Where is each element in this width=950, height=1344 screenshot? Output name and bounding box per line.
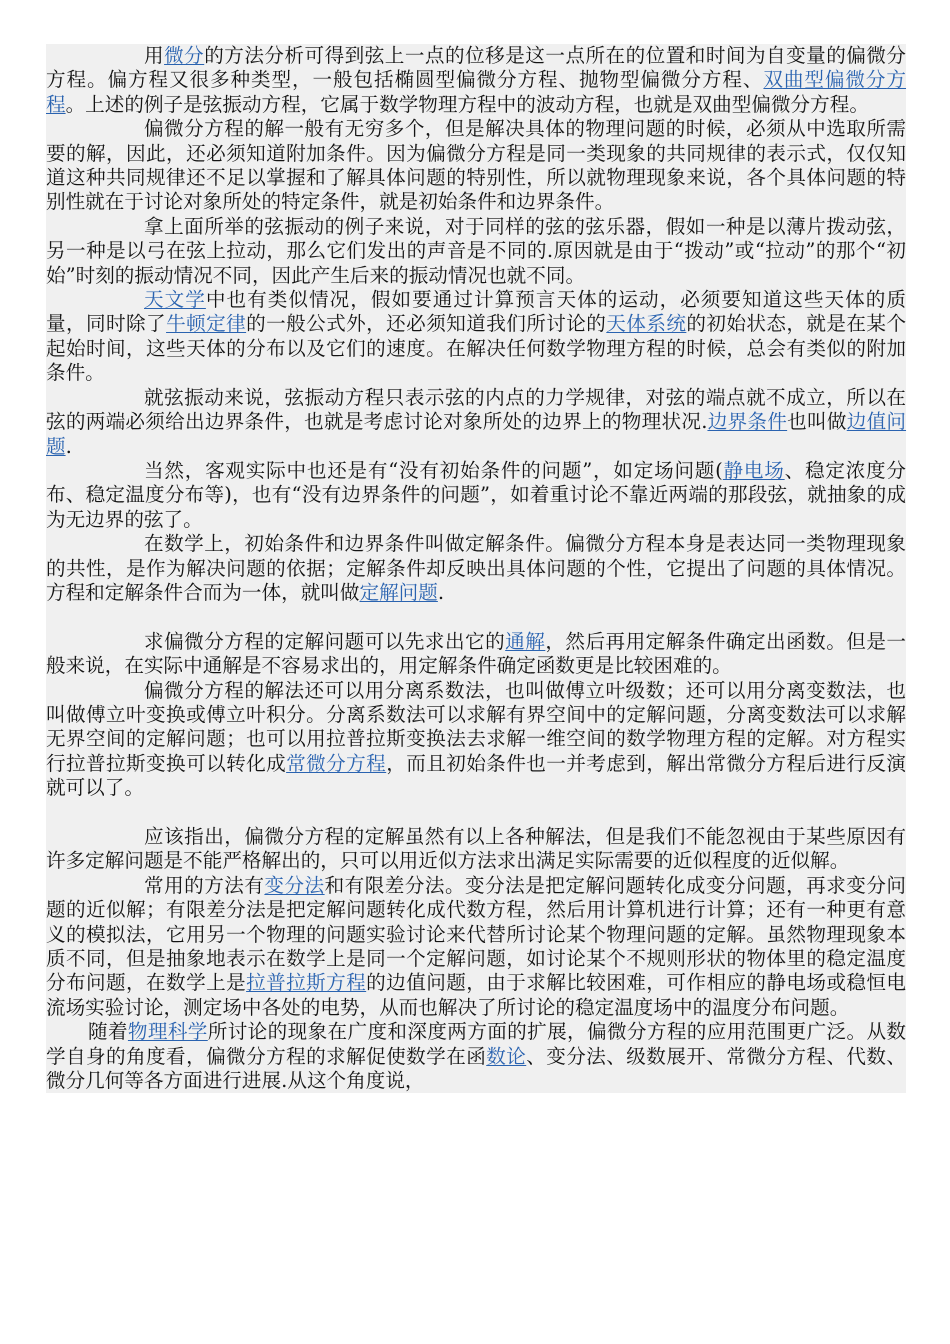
paragraph	[46, 532, 906, 605]
paragraph	[46, 386, 906, 459]
hyperlink[interactable]: 边界条件	[707, 410, 788, 434]
hyperlink[interactable]: 拉普拉斯方程	[246, 971, 367, 995]
text-run: 中也有类似情况，假如要通过计算预言天体的运动，必须要知道这些天体的质量，同时除了	[46, 288, 907, 336]
paragraph	[46, 630, 906, 679]
text-run: 常用的方法有	[144, 873, 265, 897]
text-run: 、变分法、级数展开、常微分方程、代数、微分几何等各方面进行进展.从这个角度说，	[46, 1044, 907, 1093]
hyperlink[interactable]: 数论	[486, 1044, 527, 1068]
text-run: ，而且初始条件也一并考虑到，解出常微分方程后进行反演就可以了。	[46, 751, 907, 800]
paragraph	[46, 288, 906, 386]
hyperlink[interactable]: 双曲型偏微分方程	[46, 68, 907, 116]
paragraph	[46, 679, 906, 801]
text-run: 在数学上，初始条件和边界条件叫做定解条件。偏微分方程本身是表达同一类物理现象的共性，是作为解决问题的依据；定解条件却反映出具体问题的个性，它提出了问题的具体情况。方程和定解条件合而为一体，就叫做	[46, 532, 906, 604]
text-run: 拿上面所举的弦振动的例子来说，对于同样的弦的弦乐器，假如一种是以薄片拨动弦，另一种是以弓在弦上拉动，那么它们发出的声音是不同的.原因就是由于“拨动”或“拉动”的那个“初始”时刻的振动情况不同，因此产生后来的振动情况也就不同。	[46, 214, 906, 287]
hyperlink[interactable]: 微分	[164, 44, 205, 67]
paragraph	[46, 44, 906, 117]
text-run: 的一般公式外，还必须知道我们所讨论的	[246, 312, 607, 336]
text-run: ，然后再用定解条件确定出函数。但是一般来说，在实际中通解是不容易求出的，用定解条件确定函数更是比较困难的。	[46, 629, 907, 678]
text-run: 的边值问题，由于求解比较困难，可作相应的静电场或稳恒电流场实验讨论，测定场中各处的电势，从而也解决了所讨论的稳定温度场中的温度分布问题。	[46, 971, 907, 1019]
hyperlink[interactable]: 定解问题	[359, 580, 438, 604]
hyperlink[interactable]: 常微分方程	[286, 751, 387, 775]
paragraph-spacer	[46, 801, 906, 825]
text-run: 随着	[88, 1020, 128, 1044]
text-run: 的方法分析可得到弦上一点的位移是这一点所在的位置和时间为自变量的偏微分方程。偏方程又很多种类型，一般包括椭圆型偏微分方程、抛物型偏微分方程、	[46, 44, 907, 92]
paragraph	[46, 874, 906, 1020]
paragraph	[46, 1020, 906, 1093]
text-run: 求偏微分方程的定解问题可以先求出它的	[144, 629, 506, 653]
text-run: .	[65, 434, 72, 458]
paragraph-spacer	[46, 605, 906, 629]
text-run: 也叫做	[787, 410, 847, 434]
hyperlink[interactable]: 物理科学	[127, 1020, 208, 1044]
paragraph	[46, 459, 906, 532]
hyperlink[interactable]: 通解	[505, 629, 546, 653]
hyperlink[interactable]: 静电场	[722, 458, 785, 482]
hyperlink[interactable]: 变分法	[264, 873, 325, 897]
hyperlink[interactable]: 天体系统	[606, 312, 687, 336]
text-run: 偏微分方程的解法还可以用分离系数法，也叫做傅立叶级数；还可以用分离变数法，也叫做傅立叶变换或傅立叶积分。分离系数法可以求解有界空间中的定解问题，分离变数法可以求解无界空间的定解问题；也可以用拉普拉斯变换法去求解一维空间的数学物理方程的定解。对方程实行拉普拉斯变换可以转化成	[46, 678, 906, 775]
paragraph	[46, 215, 906, 288]
hyperlink[interactable]: 边值问题	[46, 410, 907, 458]
text-run: 、稳定浓度分布、稳定温度分布等)，也有“没有边界条件的问题”，如着重讨论不靠近两端的那段弦，就抽象的成为无边界的弦了。	[46, 458, 906, 531]
paragraph	[46, 825, 906, 874]
text-run: 应该指出，偏微分方程的定解虽然有以上各种解法，但是我们不能忽视由于某些原因有许多定解问题是不能严格解出的，只可以用近似方法求出满足实际需要的近似程度的近似解。	[46, 824, 906, 873]
text-run: 和有限差分法。变分法是把定解问题转化成变分问题，再求变分问题的近似解；有限差分法是把定解问题转化成代数方程，然后用计算机进行计算；还有一种更有意义的模拟法，它用另一个物理的问题实验讨论来代替所讨论某个物理问题的定解。虽然物理现象本质不同，但是抽象地表示在数学上是同一个定解问题，如讨论某个不规则形状的物体里的稳定温度分布问题，在数学上是	[46, 873, 907, 995]
text-run: .	[437, 580, 445, 604]
text-run: 当然，客观实际中也还是有“没有初始条件的问题”，如定场问题(	[144, 458, 723, 482]
text-run: 用	[144, 44, 165, 67]
text-run: 所讨论的现象在广度和深度两方面的扩展，偏微分方程的应用范围更广泛。从数学自身的角度看，偏微分方程的求解促使数学在函	[46, 1020, 907, 1068]
text-run: 的初始状态，就是在某个起始时间，这些天体的分布以及它们的速度。在解决任何数学物理方程的时候，总会有类似的附加条件。	[46, 312, 907, 385]
text-run: 就弦振动来说，弦振动方程只表示弦的内点的力学规律，对弦的端点就不成立，所以在弦的两端必须给出边界条件，也就是考虑讨论对象所处的边界上的物理状况.	[46, 385, 906, 434]
text-run: 偏微分方程的解一般有无穷多个，但是解决具体的物理问题的时候，必须从中选取所需要的解，因此，还必须知道附加条件。因为偏微分方程是同一类现象的共同规律的表示式，仅仅知道这种共同规律还不足以掌握和了解具体问题的特别性，所以就物理现象来说，各个具体问题的特别性就在于讨论对象所处的特定条件，就是初始条件和边界条件。	[46, 117, 906, 214]
document-body	[46, 44, 906, 1093]
text-run: 。上述的例子是弦振动方程，它属于数学物理方程中的波动方程，也就是双曲型偏微分方程。	[65, 92, 869, 116]
hyperlink[interactable]: 天文学	[144, 288, 206, 312]
paragraph	[46, 117, 906, 215]
hyperlink[interactable]: 牛顿定律	[166, 312, 247, 336]
